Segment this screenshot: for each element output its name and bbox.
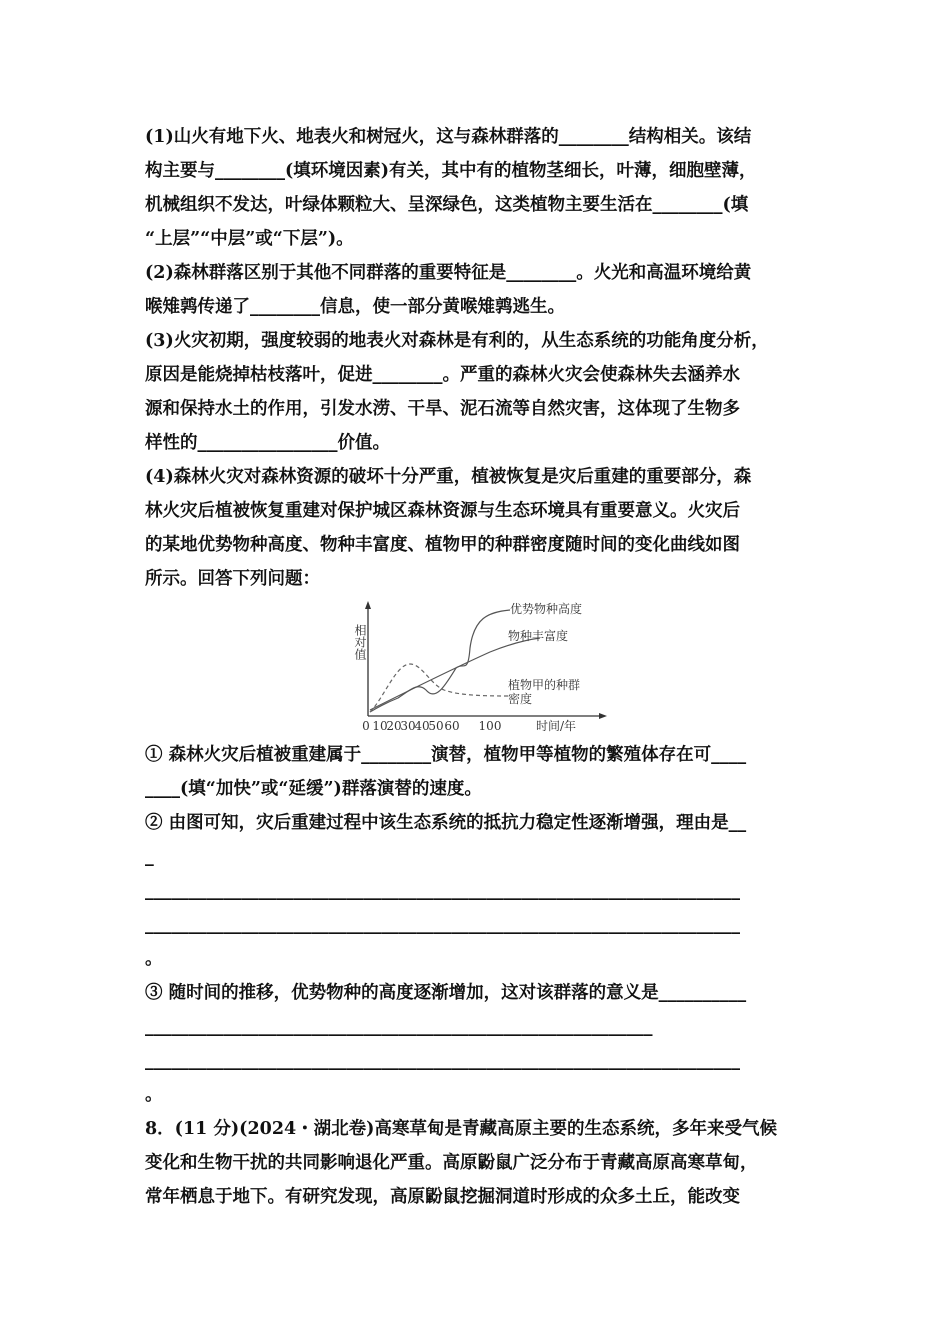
line-26: 8．(11 分)(2024・湖北卷)高寒草甸是青藏高原主要的生态系统，多年来受气候 [145,1119,777,1139]
curve-plant-a-density [370,664,512,712]
x-tick-60: 60 [444,719,460,732]
line-6: 喉雉鹑传递了________信息，使一部分黄喉雉鹑逃生。 [145,297,565,317]
line-5: (2)森林群落区别于其他不同群落的重要特征是________。火光和高温环境给黄 [145,263,752,283]
legend-plant-a-density-line1: 植物甲的种群 [508,678,581,692]
x-tick-40: 40 [414,719,430,732]
line-14: 所示。回答下列问题： [145,569,320,589]
x-axis-label: 时间/年 [536,719,577,732]
line-27: 变化和生物干扰的共同影响退化严重。高原鼢鼠广泛分布于青藏高原高寒草甸， [145,1153,758,1173]
x-tick-100: 100 [478,719,502,732]
line-13: 的某地优势物种高度、物种丰富度、植物甲的种群密度随时间的变化曲线如图 [145,535,740,555]
y-axis-arrow [365,601,371,609]
line-8: 原因是能烧掉枯枝落叶，促进________。严重的森林火灾会使森林失去涵养水 [145,365,740,385]
x-tick-0: 0 [362,719,370,732]
legend-plant-a-density-line2: 密度 [508,692,533,706]
x-tick-20: 20 [386,719,402,732]
line-4: “上层”“中层”或“下层”)。 [145,229,354,249]
line-19: ____________________________________________________________________ [145,881,740,901]
figure-curves [340,598,620,732]
line-17: ② 由图可知，灾后重建过程中该生态系统的抵抗力稳定性逐渐增强，理由是__ [145,813,747,833]
line-25: 。 [145,1085,163,1105]
legend-species-richness: 物种丰富度 [508,629,569,643]
legend-dominant-height: 优势物种高度 [510,602,583,616]
line-24: ____________________________________________________________________ [145,1051,740,1071]
line-21: 。 [145,949,163,969]
line-22: ③ 随时间的推移，优势物种的高度逐渐增加，这对该群落的意义是__________ [145,983,747,1003]
x-axis-arrow [599,713,607,719]
line-23: __________________________________________________________ [145,1017,653,1037]
line-9: 源和保持水土的作用，引发水涝、干旱、泥石流等自然灾害，这体现了生物多 [145,399,740,419]
line-18: _ [145,847,154,867]
x-tick-10: 10 [372,719,388,732]
line-15: ① 森林火灾后植被重建属于________演替，植物甲等植物的繁殖体存在可____ [145,745,747,765]
x-tick-30: 30 [400,719,416,732]
line-3: 机械组织不发达，叶绿体颗粒大、呈深绿色，这类植物主要生活在________(填 [145,195,749,215]
line-16: ____(填“加快”或“延缓”)群落演替的速度。 [145,779,482,799]
line-20: ____________________________________________________________________ [145,915,740,935]
line-12: 林火灾后植被恢复重建对保护城区森林资源与生态环境具有重要意义。火灾后 [145,501,740,521]
curve-dominant-height [370,610,510,712]
line-1: (1)山火有地下火、地表火和树冠火，这与森林群落的________结构相关。该结 [145,127,752,147]
line-10: 样性的________________价值。 [145,433,390,453]
line-7: (3)火灾初期，强度较弱的地表火对森林是有利的，从生态系统的功能角度分析， [145,331,769,351]
x-tick-50: 50 [428,719,444,732]
line-28: 常年栖息于地下。有研究发现，高原鼢鼠挖掘洞道时形成的众多土丘，能改变 [145,1187,740,1207]
line-11: (4)森林火灾对森林资源的破坏十分严重，植被恢复是灾后重建的重要部分，森 [145,467,752,487]
line-2: 构主要与________(填环境因素)有关，其中有的植物茎细长，叶薄，细胞壁薄， [145,161,757,181]
y-axis-label: 相对值 [353,624,367,660]
